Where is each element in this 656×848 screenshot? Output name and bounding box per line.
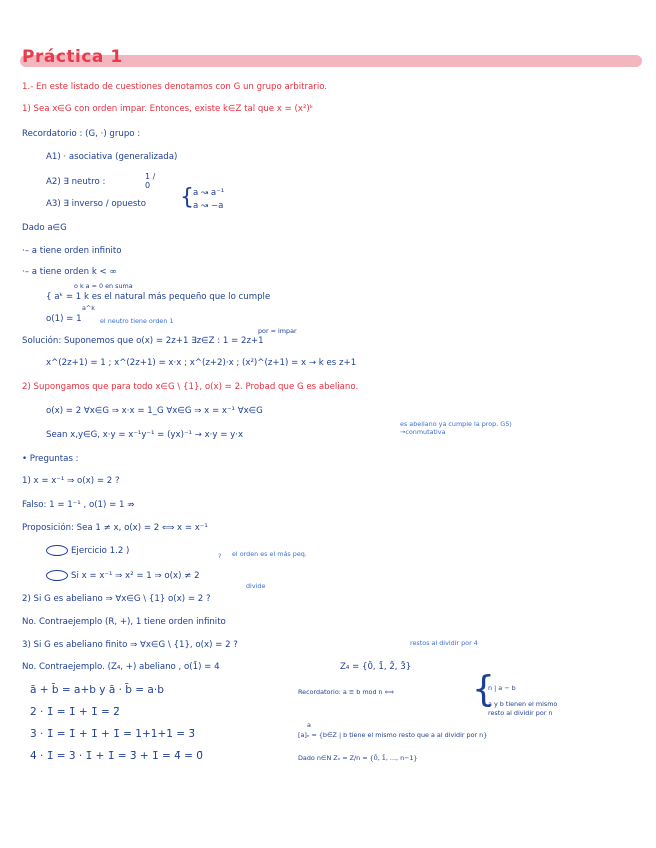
mod-four: 4 · 1̄ = 3 · 1̄ + 1̄ = 3̄ + 1̄ = 4̄ = 0̄: [30, 750, 203, 762]
ejercicio-line: [46, 545, 129, 557]
solution-line: Solución: Suponemos que o(x) = 2z+1 ∃z∈Z : 1 = 2z+1: [22, 336, 264, 346]
rec-class: [a]ₙ = {b∈Z | b tiene el mismo resto que a al dividir por n}: [298, 731, 488, 739]
oval-mark-icon: [46, 545, 68, 556]
mod-three: 3 · 1̄ = 1̄ + 1̄ + 1̄ = 1+1+1 = 3̄: [30, 728, 196, 740]
axiom-a2-options: 1 / 0: [145, 172, 156, 190]
case-finite-equation: { aᵏ = 1 k es el natural más pequeño que lo cumple: [46, 292, 271, 302]
pregunta-2: 2) Si G es abeliano ⇒ ∀x∈G \ {1} o(x) = 2 ?: [22, 594, 211, 604]
pregunta-3: 3) Si G es abeliano finito ⇒ ∀x∈G \ {1}, o(x) = 2 ?: [22, 640, 238, 650]
question-1: 1) Sea x∈G con orden impar. Entonces, existe k∈Z tal que x = (x²)ᵏ: [22, 104, 314, 114]
solution-note: por = impar: [258, 327, 297, 335]
dado-n: Dado n∈N Zₙ = Z/n = {0̄, 1̄, ..., n−1}: [298, 754, 418, 762]
dir-note-q: ?: [218, 552, 222, 560]
dir-divide-note: divide: [246, 582, 266, 590]
brace-a3: {: [180, 185, 194, 210]
dir-text: Si x = x⁻¹ ⇒ x² = 1 ⇒ o(x) ≠ 2: [71, 571, 200, 581]
solution-equation: x^(2z+1) = 1 ; x^(2z+1) = x·x ; x^(z+2)·x ; (x²)^(z+1) = x → k es z+1: [46, 358, 357, 368]
case-infinite: ·– a tiene orden infinito: [22, 246, 122, 256]
page-title: Práctica 1: [22, 47, 123, 67]
pregunta-3-answer: No. Contraejemplo. (Z₄, +) abeliano , o(1̄) = 4: [22, 662, 220, 672]
case-finite-ak: a^k: [82, 304, 95, 312]
falso-line: Falso: 1 = 1⁻¹ , o(1) = 1 ⇏: [22, 500, 135, 510]
axiom-a3-multiplicative: a ↝ a⁻¹: [193, 188, 225, 198]
axiom-a3: A3) ∃ inverso / opuesto: [46, 199, 146, 209]
mod-two: 2 · 1̄ = 1̄ + 1̄ = 2̄: [30, 706, 120, 718]
case-finite: ·– a tiene orden k < ∞: [22, 267, 117, 277]
brace-mod: {: [472, 669, 495, 710]
q2-note: es abeliano ya cumple la prop. G5) →conmutativa: [400, 420, 512, 436]
pregunta-3-note: restos al dividir por 4: [410, 639, 478, 647]
question-2: 2) Supongamos que para todo x∈G \ {1}, o(x) = 2. Probad que G es abeliano.: [22, 382, 359, 392]
pregunta-2-answer: No. Contraejemplo (R, +), 1 tiene orden infinito: [22, 617, 226, 627]
rec-mod-opt2: a y b tienen el mismo: [488, 700, 558, 708]
recordatorio-heading: Recordatorio : (G, ·) grupo :: [22, 129, 141, 139]
axiom-a2: A2) ∃ neutro :: [46, 177, 106, 187]
proposicion-line: Proposición: Sea 1 ≠ x, o(x) = 2 ⟺ x = x⁻¹: [22, 523, 208, 533]
intro-line: [22, 82, 327, 93]
axiom-a1: A1) · asociativa (generalizada): [46, 152, 178, 162]
oval-mark-icon-2: [46, 570, 68, 581]
z4-set: Z₄ = {0̄, 1̄, 2̄, 3̄}: [340, 662, 412, 672]
preguntas-heading: • Preguntas :: [22, 454, 79, 464]
neutral-order: o(1) = 1: [46, 314, 82, 324]
case-finite-note: o k a = 0 en suma: [74, 282, 133, 290]
rec-mod-opt1: n | a − b: [488, 684, 516, 692]
ejercicio-text: Ejercicio 1.2 ): [71, 546, 130, 556]
neutral-order-note: el neutro tiene orden 1: [100, 317, 174, 325]
dir-line: [46, 570, 200, 582]
mod-ops: ā + b̄ = a+b y ā · b̄ = a·b: [30, 684, 164, 696]
dir-note: el orden es el más peq.: [232, 550, 307, 558]
rec-class-top: a: [307, 721, 311, 729]
pregunta-1: 1) x = x⁻¹ ⇒ o(x) = 2 ?: [22, 476, 120, 486]
q2-step-2: Sean x,y∈G, x·y = x⁻¹y⁻¹ = (yx)⁻¹ → x·y = y·x: [46, 430, 244, 440]
dado-a: Dado a∈G: [22, 223, 67, 233]
axiom-a3-additive: a ↝ −a: [193, 201, 224, 211]
rec-mod-opt3: resto al dividir por n: [488, 709, 553, 717]
rec-mod: Recordatorio: a ≡ b mod n ⟺: [298, 688, 394, 696]
q2-step-1: o(x) = 2 ∀x∈G ⇒ x·x = 1_G ∀x∈G ⇒ x = x⁻¹ ∀x∈G: [46, 406, 263, 416]
intro-text: 1.- En este listado de cuestiones denotamos con G un grupo arbitrario.: [22, 82, 328, 92]
